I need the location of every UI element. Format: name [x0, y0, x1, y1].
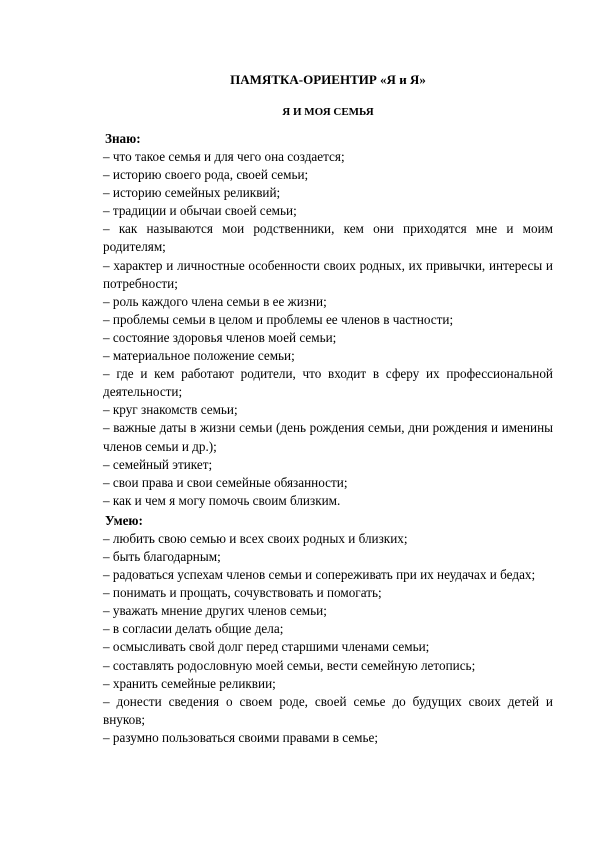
- list-item: – что такое семья и для чего она создается;: [103, 149, 345, 164]
- list-know: [103, 148, 553, 510]
- list-item: – составлять родословную моей семьи, вести семейную летопись;: [103, 657, 476, 673]
- list-item: – круг знакомств семьи;: [103, 402, 238, 418]
- list-item: – уважать мнение других членов семьи;: [103, 603, 327, 619]
- list-item: – семейный этикет;: [103, 456, 213, 472]
- list-item: – важные даты в жизни семьи (день рождения семьи, дни рождения и именины членов семьи и др.);: [103, 420, 553, 454]
- list-item: – разумно пользоваться своими правами в семье;: [103, 729, 379, 745]
- list-item: – материальное положение семьи;: [103, 348, 295, 364]
- list-item: – осмысливать свой долг перед старшими членами семьи;: [103, 639, 430, 655]
- list-item: – свои права и свои семейные обязанности;: [103, 474, 348, 490]
- list-item: – понимать и прощать, сочувствовать и помогать;: [103, 585, 382, 601]
- list-item: – традиции и обычаи своей семьи;: [103, 203, 297, 219]
- document-body: [103, 71, 553, 747]
- list-item: – как называются мои родственники, кем они приходятся мне и моим родителям;: [103, 221, 553, 255]
- list-item: – хранить семейные реликвии;: [103, 675, 276, 691]
- list-item: – состояние здоровья членов моей семьи;: [103, 329, 337, 345]
- section-heading-can: Умею:: [105, 512, 143, 528]
- list-item: – донести сведения о своем роде, своей семье до будущих своих детей и внуков;: [103, 693, 553, 727]
- list-can: [103, 530, 553, 747]
- list-item: – историю своего рода, своей семьи;: [103, 167, 309, 183]
- list-item: – как и чем я могу помочь своим близким.: [103, 492, 341, 508]
- list-item: – проблемы семьи в целом и проблемы ее членов в частности;: [103, 311, 454, 327]
- list-item: – быть благодарным;: [103, 548, 221, 564]
- list-item: – характер и личностные особенности своих родных, их привычки, интересы и потребности;: [103, 257, 553, 291]
- section-heading-know: Знаю:: [105, 131, 141, 146]
- list-item: – историю семейных реликвий;: [103, 185, 281, 201]
- list-item: – где и кем работают родители, что входит в сферу их профессиональной деятельности;: [103, 366, 553, 400]
- list-item: – в согласии делать общие дела;: [103, 621, 284, 637]
- list-item: – радоваться успехам членов семьи и сопереживать при их неудачах и бедах;: [103, 567, 536, 583]
- document-title: ПАМЯТКА-ОРИЕНТИР «Я и Я»: [230, 72, 426, 87]
- document-subtitle: Я И МОЯ СЕМЬЯ: [282, 106, 374, 118]
- list-item: – роль каждого члена семьи в ее жизни;: [103, 293, 327, 309]
- list-item: – любить свою семью и всех своих родных и близких;: [103, 530, 408, 546]
